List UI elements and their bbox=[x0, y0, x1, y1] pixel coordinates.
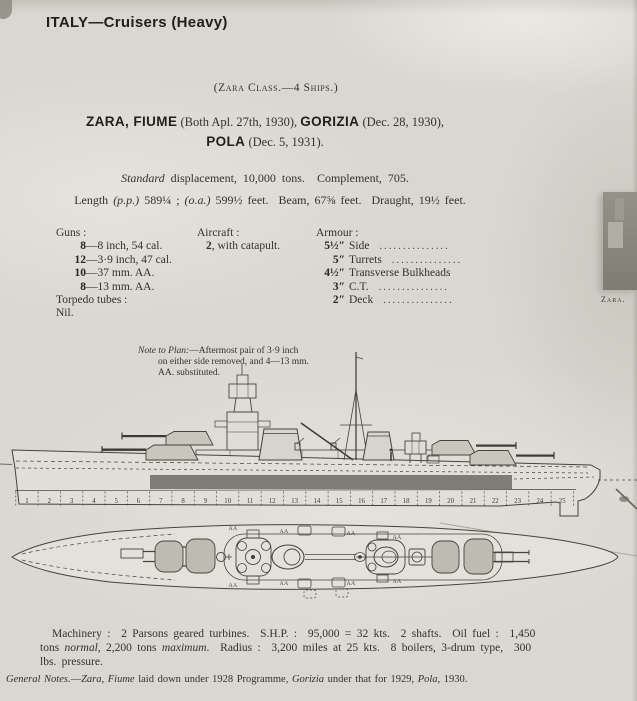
plan-turret-1 bbox=[155, 541, 183, 572]
station-number: 19 bbox=[425, 498, 432, 505]
text-segment: laid down under 1928 Programme, bbox=[134, 674, 292, 685]
text-segment: Gorizia bbox=[291, 674, 325, 685]
armour-thickness: 4½″ bbox=[324, 267, 345, 280]
guns-list bbox=[56, 240, 206, 294]
text-segment: , bbox=[101, 674, 108, 685]
armour-thickness: 5″ bbox=[332, 253, 345, 266]
gun-quantity: 8 bbox=[80, 240, 86, 253]
station-number: 6 bbox=[136, 498, 141, 505]
rangefinder bbox=[229, 384, 256, 398]
aa-label: AA bbox=[346, 581, 356, 587]
armour-thickness: 2″ bbox=[332, 294, 345, 307]
armour-item bbox=[320, 281, 549, 294]
text-segment: (o.a.) bbox=[184, 193, 211, 207]
text-segment: normal bbox=[64, 641, 98, 654]
torpedo-tubes-label: Torpedo tubes : bbox=[56, 294, 128, 307]
page-title: ITALY—Cruisers (Heavy) bbox=[46, 14, 228, 31]
aircraft-label: Aircraft : bbox=[197, 227, 240, 239]
armour-location: C.T. bbox=[349, 280, 369, 293]
station-number: 15 bbox=[335, 498, 343, 505]
aa-label: AA bbox=[228, 583, 238, 589]
station-number: 9 bbox=[203, 498, 208, 505]
ship-drawing bbox=[0, 344, 637, 620]
station-number: 14 bbox=[313, 498, 321, 505]
text-segment: General Notes. bbox=[6, 674, 71, 685]
note-line3: AA. substituted. bbox=[158, 368, 221, 378]
dot-leader: ............... bbox=[378, 281, 450, 293]
station-number: 8 bbox=[181, 498, 185, 505]
text-segment: 589¼ ; bbox=[139, 193, 185, 207]
text-segment: POLA bbox=[206, 134, 246, 149]
text-segment: tons bbox=[40, 641, 65, 654]
machinery-line1 bbox=[40, 628, 594, 642]
text-segment: displacement, 10,000 tons. Complement, 705. bbox=[164, 171, 409, 185]
aa-label: AA bbox=[279, 529, 289, 535]
torpedo-tubes-value: Nil. bbox=[56, 307, 74, 320]
gun-quantity: 12 bbox=[74, 253, 86, 266]
aa-label: AA bbox=[392, 535, 402, 541]
armour-thickness: 3″ bbox=[332, 280, 345, 293]
text-segment: (Dec. 28, 1930), bbox=[359, 115, 445, 129]
ship-names-line2 bbox=[10, 134, 520, 150]
station-number: 3 bbox=[69, 498, 74, 505]
armour-item bbox=[320, 254, 549, 267]
armour-location: Turrets bbox=[349, 253, 382, 266]
dot-leader: ............... bbox=[379, 241, 450, 253]
station-number: 13 bbox=[291, 498, 298, 505]
aa-label: AA bbox=[228, 526, 238, 532]
armour-item bbox=[320, 294, 549, 307]
station-number: 16 bbox=[358, 498, 365, 505]
dot-leader: ............... bbox=[383, 295, 454, 307]
note-line2: on either side removed, and 4—13 mm. bbox=[158, 357, 309, 367]
text-segment: (Both Apl. 27th, 1930), bbox=[177, 115, 301, 129]
station-number: 20 bbox=[447, 498, 455, 505]
station-number: 12 bbox=[268, 498, 276, 505]
aft-turret-d bbox=[470, 451, 516, 466]
plan-view bbox=[12, 525, 618, 598]
text-segment: (p.p.) bbox=[113, 193, 140, 207]
station-number: 11 bbox=[246, 498, 254, 505]
armour-location: Transverse Bulkheads bbox=[349, 267, 451, 280]
photo-fragment-zara bbox=[603, 192, 637, 290]
text-segment: lbs. pressure. bbox=[40, 655, 103, 668]
text-segment: (Dec. 5, 1931). bbox=[245, 135, 324, 149]
text-segment: — bbox=[70, 674, 82, 685]
bridge-tower bbox=[227, 412, 258, 450]
displacement-line bbox=[10, 171, 520, 186]
text-segment: GORIZIA bbox=[300, 114, 360, 129]
ship-names-line1 bbox=[10, 114, 520, 130]
gun-item bbox=[66, 267, 206, 280]
fwd-turret-a bbox=[146, 445, 198, 460]
gun-quantity: 8 bbox=[80, 280, 86, 293]
armour-column bbox=[316, 227, 549, 307]
scan-corner-artifact bbox=[0, 0, 12, 19]
gun-item bbox=[66, 281, 206, 294]
gun-quantity: 10 bbox=[74, 267, 86, 280]
gun-description: —37 mm. AA. bbox=[86, 267, 155, 280]
text-segment: Zara bbox=[81, 674, 102, 685]
text-segment: under that for 1929, bbox=[324, 674, 418, 685]
text-segment: , 2,200 tons bbox=[97, 641, 162, 654]
text-segment: , 1930. bbox=[437, 674, 468, 685]
aircraft-column bbox=[197, 227, 322, 254]
photo-structure bbox=[615, 198, 624, 220]
station-number: 18 bbox=[402, 498, 410, 505]
class-heading: (Zara Class.—4 Ships.) bbox=[213, 82, 339, 94]
text-segment: ZARA, FIUME bbox=[85, 114, 178, 129]
station-number: 1 bbox=[25, 498, 29, 505]
station-number: 21 bbox=[469, 498, 477, 505]
station-number: 17 bbox=[380, 498, 388, 505]
armour-location: Side bbox=[349, 240, 370, 253]
station-number: 10 bbox=[224, 498, 232, 505]
text-segment: . Radius : 3,200 miles at 25 kts. 8 boilers, 3-drum type, 300 bbox=[206, 641, 532, 654]
gun-item bbox=[66, 240, 206, 253]
aft-turret-c bbox=[432, 441, 476, 456]
station-number: 4 bbox=[92, 498, 96, 505]
machinery-paragraph bbox=[40, 628, 594, 669]
station-number: 22 bbox=[491, 498, 499, 505]
text-segment: Standard bbox=[121, 171, 165, 185]
station-number: 7 bbox=[159, 498, 163, 505]
text-segment: 599½ feet. Beam, 67⅝ feet. Draught, 19½ feet. bbox=[210, 193, 466, 207]
gun-description: —3·9 inch, 47 cal. bbox=[86, 253, 172, 266]
dimensions-line bbox=[10, 193, 530, 208]
aircraft-value bbox=[206, 240, 322, 253]
gun-description: —8 inch, 54 cal. bbox=[86, 240, 163, 253]
gun-item bbox=[66, 254, 206, 267]
guns-label: Guns : bbox=[56, 227, 87, 239]
armour-label: Armour : bbox=[316, 227, 359, 239]
text-segment: Length bbox=[74, 193, 114, 207]
aa-label: AA bbox=[392, 579, 402, 585]
armour-item bbox=[320, 240, 549, 253]
station-number: 5 bbox=[114, 498, 118, 505]
text-segment: Note to Plan: bbox=[138, 346, 190, 356]
dot-leader: ............... bbox=[391, 254, 463, 266]
text-segment: Machinery : 2 Parsons geared turbines. S.H.P. : 95,000 = 32 kts. 2 shafts. Oil fuel : 1,450 bbox=[52, 628, 536, 640]
station-number: 23 bbox=[514, 498, 521, 505]
photo-caption: Zara. bbox=[601, 295, 626, 304]
armour-item bbox=[320, 267, 549, 280]
station-number: 2 bbox=[47, 498, 52, 505]
text-segment: Fiume bbox=[107, 674, 135, 685]
text-segment: Pola bbox=[417, 674, 438, 685]
text-segment: , with catapult. bbox=[211, 240, 281, 253]
aa-label: AA bbox=[346, 531, 356, 537]
fwd-turret-b bbox=[166, 432, 213, 446]
armour-list bbox=[316, 240, 549, 307]
machinery-line2 bbox=[40, 642, 594, 656]
photo-highlight bbox=[608, 222, 623, 248]
machinery-line3 bbox=[40, 656, 594, 670]
text-segment: maximum bbox=[161, 641, 207, 654]
station-number: 25 bbox=[558, 498, 566, 505]
text-segment: 2 bbox=[206, 240, 212, 253]
armour-location: Deck bbox=[349, 294, 374, 307]
aa-label: AA bbox=[279, 581, 289, 587]
plan-turret-3 bbox=[432, 541, 459, 573]
aft-director bbox=[405, 441, 426, 454]
armour-thickness: 5½″ bbox=[324, 240, 345, 253]
guns-column bbox=[56, 227, 206, 321]
general-notes bbox=[6, 674, 616, 685]
text-segment: —Aftermost pair of 3·9 inch bbox=[189, 346, 299, 356]
gun-description: —13 mm. AA. bbox=[86, 280, 155, 293]
plan-turret-4 bbox=[464, 539, 493, 574]
armour-belt-band bbox=[150, 475, 512, 489]
station-number: 24 bbox=[536, 498, 544, 505]
plan-turret-2 bbox=[186, 539, 215, 573]
